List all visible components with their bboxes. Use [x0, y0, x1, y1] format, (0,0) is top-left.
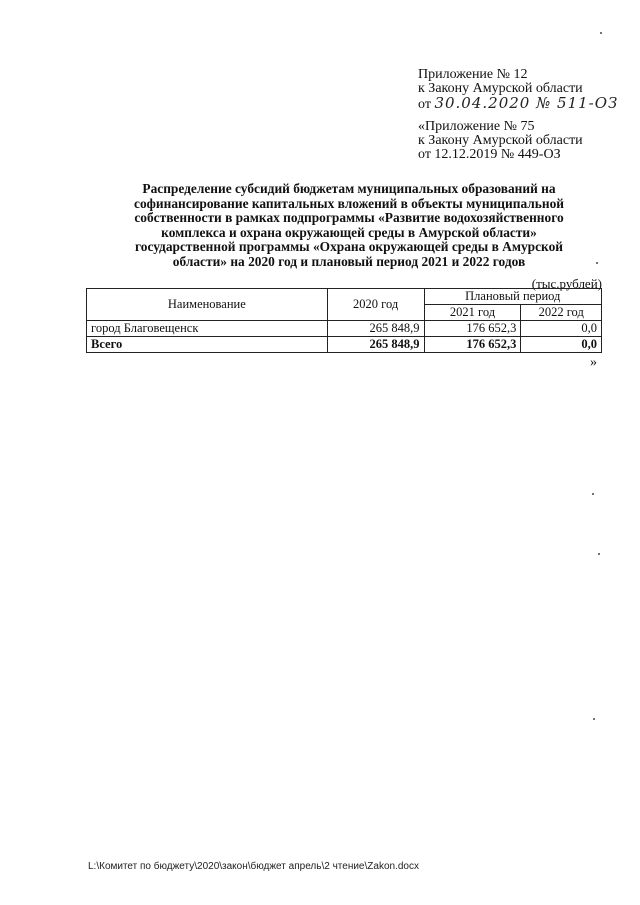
footer-file-path: L:\Комитет по бюджету\2020\закон\бюджет апрель\2 чтение\Zakon.docx — [88, 861, 419, 872]
title-line-2: софинансирование капитальных вложений в объекты муниципальной — [134, 195, 564, 211]
scan-speck — [600, 32, 602, 34]
table-header-row — [87, 289, 602, 305]
closing-quote: » — [590, 355, 597, 370]
total-value-2022: 0,0 — [521, 337, 602, 353]
total-name: Всего — [87, 337, 328, 353]
total-value-2020: 265 848,9 — [327, 337, 424, 353]
table-row — [87, 321, 602, 337]
appendix-12-header — [418, 68, 618, 112]
appendix-75-header — [418, 120, 583, 162]
header-year-2020: 2020 год — [327, 289, 424, 321]
appendix-12-law-reference: к Закону Амурской области — [418, 81, 583, 96]
title-line-1: Распределение субсидий бюджетам муниципальных образований на — [142, 181, 556, 196]
scan-speck — [598, 553, 600, 555]
unit-label: (тыс.рублей) — [531, 276, 602, 291]
appendix-75-law-reference: к Закону Амурской области — [418, 133, 583, 148]
total-value-2021: 176 652,3 — [424, 337, 521, 353]
appendix-12-date-prefix: от — [418, 97, 431, 112]
title-line-3: собственности в рамках подпрограммы «Развитие водохозяйственного — [134, 210, 564, 225]
title-line-5: государственной программы «Охрана окружающей среды в Амурской — [135, 239, 563, 254]
scan-speck — [596, 262, 598, 264]
appendix-12-title: Приложение № 12 — [418, 67, 528, 82]
header-planned-period: Плановый период — [424, 289, 601, 305]
scan-speck — [592, 493, 594, 495]
header-year-2022: 2022 год — [521, 305, 602, 321]
document-title — [88, 182, 610, 269]
row-value-2022: 0,0 — [521, 321, 602, 337]
title-line-4: комплекса и охрана окружающей среды в Амурской области» — [161, 224, 537, 240]
title-line-6: области» на 2020 год и плановый период 2021 и 2022 годов — [172, 253, 526, 269]
row-value-2020: 265 848,9 — [327, 321, 424, 337]
subsidy-table — [86, 288, 602, 353]
header-year-2021: 2021 год — [424, 305, 521, 321]
table-total-row — [87, 337, 602, 353]
appendix-12-date-line — [418, 96, 618, 112]
header-name: Наименование — [87, 289, 328, 321]
row-value-2021: 176 652,3 — [424, 321, 521, 337]
appendix-75-title: «Приложение № 75 — [418, 119, 535, 134]
appendix-12-handwritten-date-number: 30.04.2020 № 511-ОЗ — [434, 94, 619, 112]
appendix-75-date-line: от 12.12.2019 № 449-ОЗ — [418, 147, 561, 162]
scan-speck — [593, 718, 595, 720]
row-name: город Благовещенск — [87, 321, 328, 337]
